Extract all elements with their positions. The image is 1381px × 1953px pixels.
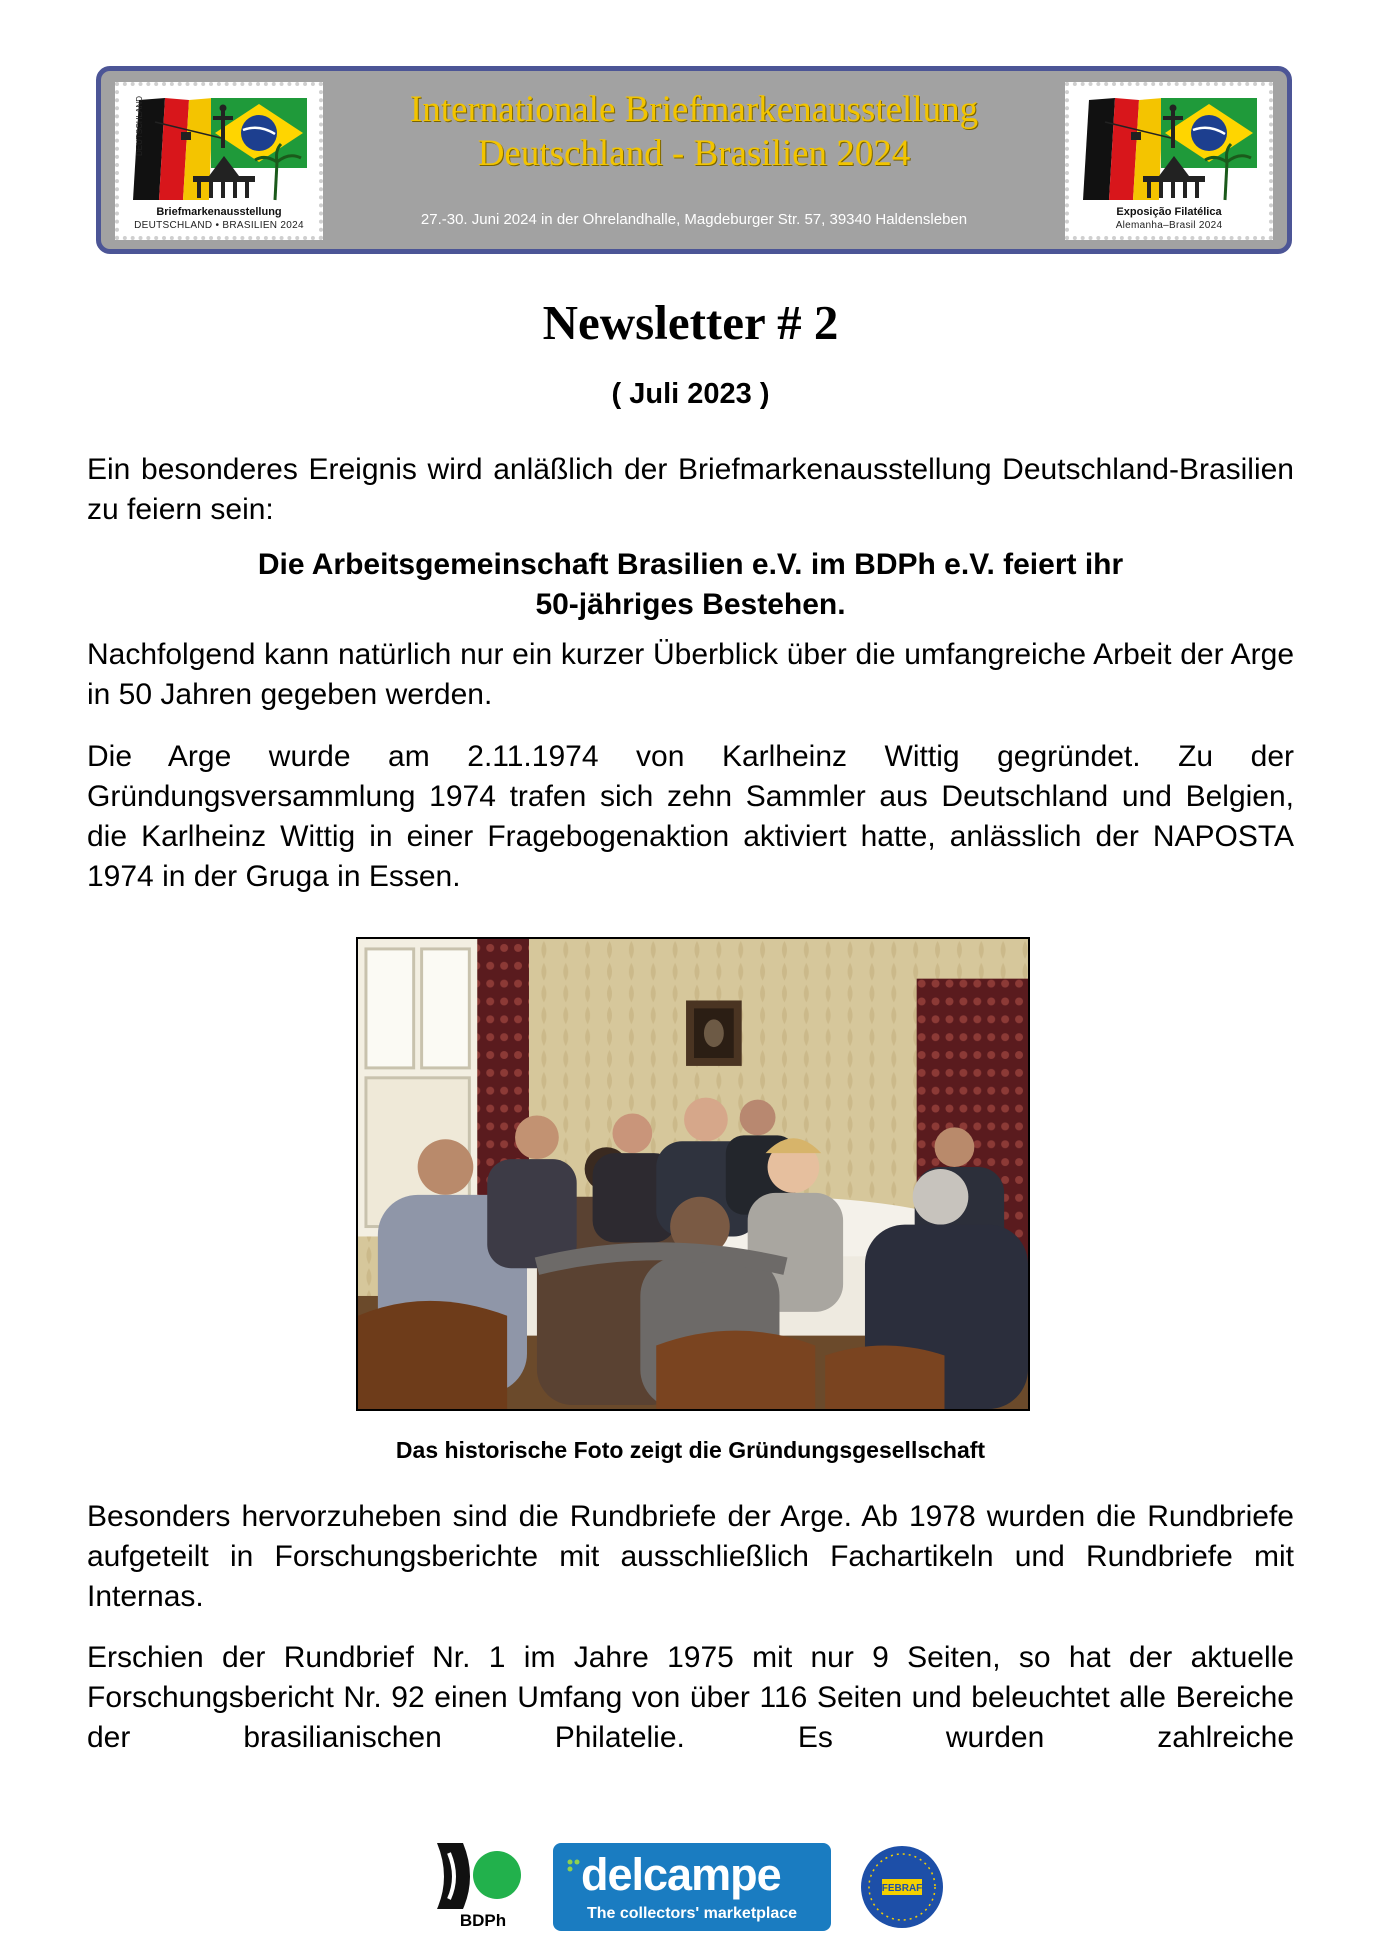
banner-subtitle: 27.-30. Juni 2024 in der Ohrelandhalle, Magdeburger Str. 57, 39340 Haldensleben [420,211,968,228]
delcampe-tagline: The collectors' marketplace [586,1905,798,1922]
delcampe-name: delcampe [581,1849,781,1900]
paragraph-overview: Nachfolgend kann natürlich nur ein kurzer Überblick über die umfangreiche Arbeit der Arge in 50 Jahren gegeben werden. [87,638,1294,711]
highlight-line1: Die Arbeitsgemeinschaft Brasilien e.V. im BDPh e.V. feiert ihr [257,548,1124,581]
stamp-right-subcaption: Alemanha–Brasil 2024 [1115,220,1223,231]
stamp-left-side-text: DEUTSCHLAND [135,95,144,156]
bdph-label: BDPh [459,1911,507,1930]
newsletter-date: ( Juli 2023 ) [611,378,770,410]
febraf-label: FEBRAF [881,1883,923,1894]
historic-photo [356,937,1030,1411]
stamp-left-artwork [125,92,313,202]
stamp-left [115,82,323,240]
banner-title-line2: Deutschland - Brasilien 2024 [477,133,911,174]
delcampe-dots-icon [567,1859,581,1873]
stamp-left-caption: Briefmarkenausstellung [156,206,282,218]
paragraph-rundbriefe: Besonders hervorzuheben sind die Rundbriefe der Arge. Ab 1978 wurden die Rundbriefe aufgeteilt in Forschungsberichte mit ausschließlich Fachartikeln und Rundbriefe mit Internas. [87,1500,1294,1613]
paragraph-forschungsbericht: Erschien der Rundbrief Nr. 1 im Jahre 1975 mit nur 9 Seiten, so hat der aktuelle Forschungsbericht Nr. 92 einen Umfang von über 116 Seiten und beleuchtet alle Bereiche der brasilianischen Philatelie. Es wurden zahlreiche [87,1641,1294,1754]
stamp-left-subcaption: DEUTSCHLAND • BRASILIEN 2024 [134,220,304,231]
paragraph-intro: Ein besonderes Ereignis wird anläßlich der Briefmarkenausstellung Deutschland-Brasilien zu feiern sein: [87,453,1294,526]
banner-title-line1: Internationale Briefmarkenausstellung [409,89,979,130]
paragraph-founding: Die Arge wurde am 2.11.1974 von Karlheinz Wittig gegründet. Zu der Gründungsversammlung 1974 trafen sich zehn Sammler aus Deutschland und Belgien, die Karlheinz Wittig in einer Fragebogenaktion aktiviert hatte, anlässlich der NAPOSTA 1974 in der Gruga in Essen. [87,740,1294,893]
febraf-seal-icon [860,1845,944,1929]
stamp-right [1065,82,1273,240]
febraf-logo [860,1845,944,1929]
bdph-logo [437,1841,529,1931]
newsletter-title: Newsletter # 2 [542,295,839,350]
photo-caption: Das historische Foto zeigt die Gründungsgesellschaft [395,1437,986,1463]
bdph-emblem-icon [437,1841,529,1911]
highlight-line2: 50-jähriges Bestehen. [535,588,846,621]
stamp-right-artwork [1075,92,1263,202]
founding-meeting-photo [358,939,1028,1409]
delcampe-logo [553,1843,831,1931]
exhibition-banner [96,66,1292,254]
stamp-right-caption: Exposição Filatélica [1116,206,1222,218]
